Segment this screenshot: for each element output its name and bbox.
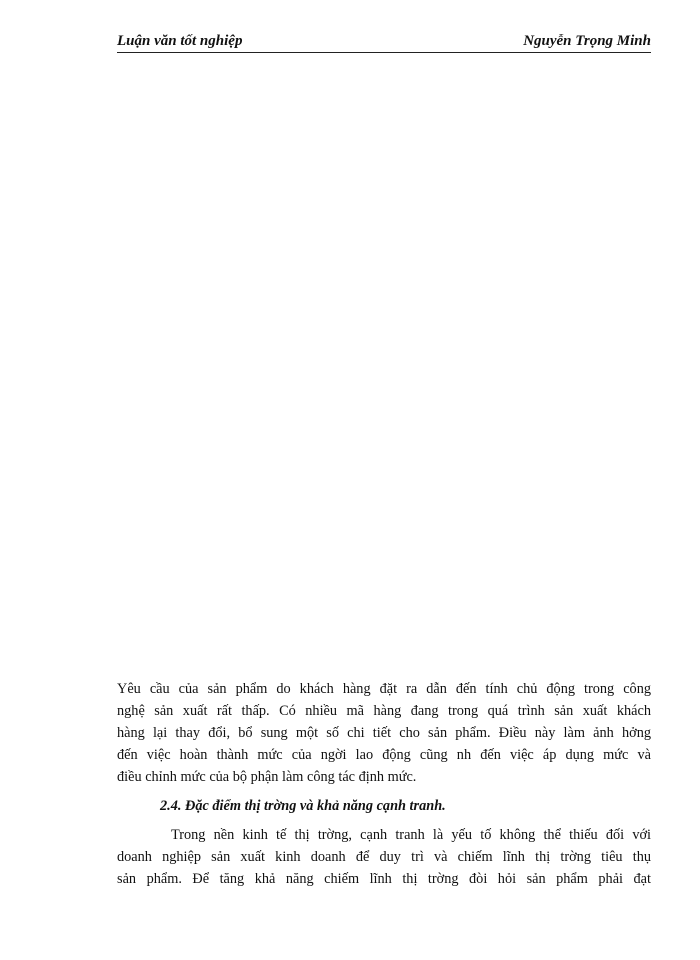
page-header <box>117 32 651 53</box>
paragraph-product-requirements <box>117 678 651 788</box>
text-line: Trong nền kinh tế thị trờng, cạnh tranh là yếu tố không thể thiếu đối với <box>171 827 651 843</box>
header-author: Nguyễn Trọng Minh <box>523 33 651 49</box>
text-line: Yêu cầu của sản phẩm do khách hàng đặt ra dẫn đến tính chủ động trong công <box>117 681 651 697</box>
text-line: đến việc hoàn thành mức của ngời lao động cũng nh đến việc áp dụng mức và <box>117 747 651 763</box>
text-line: điều chỉnh mức của bộ phận làm công tác định mức. <box>117 769 417 785</box>
page-body <box>117 678 651 890</box>
header-title: Luận văn tốt nghiệp <box>117 33 243 49</box>
text-line: doanh nghiệp sản xuất kinh doanh để duy trì và chiếm lĩnh thị trờng tiêu thụ <box>117 849 651 865</box>
section-heading: 2.4. Đặc điểm thị trờng và khả năng cạnh tranh. <box>160 798 446 814</box>
text-line: nghệ sản xuất rất thấp. Có nhiều mã hàng đang trong quá trình sản xuất khách <box>117 703 651 719</box>
text-line: hàng lại thay đổi, bổ sung một số chi tiết cho sản phẩm. Điều này làm ảnh hởng <box>117 725 651 741</box>
paragraph-market-competition <box>117 824 651 890</box>
text-line: sản phẩm. Để tăng khả năng chiếm lĩnh thị trờng đòi hỏi sản phẩm phải đạt <box>117 871 651 887</box>
